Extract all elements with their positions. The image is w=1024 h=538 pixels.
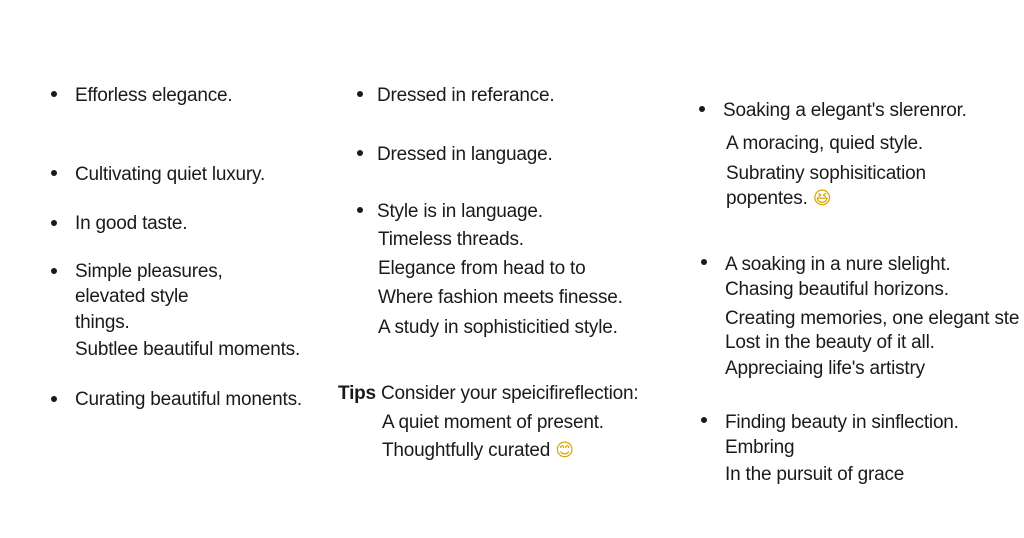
list-item-continuation: Creating memories, one elegant ste [725, 308, 1020, 329]
tips-label: Tips [338, 383, 376, 404]
list-item-continuation: Subtlee beautiful moments. [75, 339, 301, 360]
list-item-continuation: things. [75, 312, 130, 333]
list-item: In good taste. [75, 213, 188, 234]
laughing-emoji-icon: 😆 [812, 188, 832, 209]
list-item-continuation: elevated style [75, 286, 189, 307]
list-item: Dressed in referance. [377, 85, 555, 106]
list-item-continuation: Subratiny sophisitication [726, 163, 926, 184]
bullet-icon [357, 207, 363, 213]
bullet-icon [699, 106, 705, 112]
list-item-text: popentes. [726, 188, 808, 209]
bullet-icon [357, 150, 363, 156]
list-item-continuation: A moracing, quied style. [726, 133, 923, 154]
bullet-icon [51, 91, 57, 97]
bullet-icon [357, 91, 363, 97]
list-item-continuation: Embring [725, 437, 795, 458]
list-item-continuation: Chasing beautiful horizons. [725, 279, 949, 300]
tips-line: A quiet moment of present. [382, 412, 604, 433]
list-item-continuation: Appreciaing life's artistry [725, 358, 925, 379]
bullet-icon [701, 417, 707, 423]
list-item-continuation [726, 186, 831, 212]
bullet-icon [51, 220, 57, 226]
tips-line [382, 438, 574, 464]
list-item: Style is in language. [377, 201, 543, 222]
smile-emoji-icon: 😊 [555, 440, 574, 461]
list-item-continuation: Lost in the beauty of it all. [725, 332, 935, 353]
list-item: Cultivating quiet luxury. [75, 164, 266, 185]
bullet-icon [51, 396, 57, 402]
list-item: Dressed in language. [377, 144, 553, 165]
list-item-continuation: In the pursuit of grace [725, 464, 905, 485]
list-item: Finding beauty in sinflection. [725, 412, 959, 433]
list-item-continuation: Elegance from head to to [378, 258, 586, 279]
list-item: Curating beautiful monents. [75, 389, 302, 410]
list-item: Soaking a elegant's slerenror. [723, 100, 967, 121]
bullet-icon [51, 170, 57, 176]
list-item-continuation: Timeless threads. [378, 229, 524, 250]
tips-text: Consider your speicifireflection: [381, 383, 639, 404]
tips-line-text: Thoughtfully curated [382, 440, 551, 461]
bullet-icon [701, 259, 707, 265]
bullet-icon [51, 268, 57, 274]
list-item-continuation: A study in sophisticitied style. [378, 317, 618, 338]
list-item: Efforless elegance. [75, 85, 233, 106]
list-item-continuation: Where fashion meets finesse. [378, 287, 623, 308]
tips-heading [338, 381, 638, 407]
list-item: A soaking in a nure slelight. [725, 254, 951, 275]
list-item: Simple pleasures, [75, 261, 223, 282]
